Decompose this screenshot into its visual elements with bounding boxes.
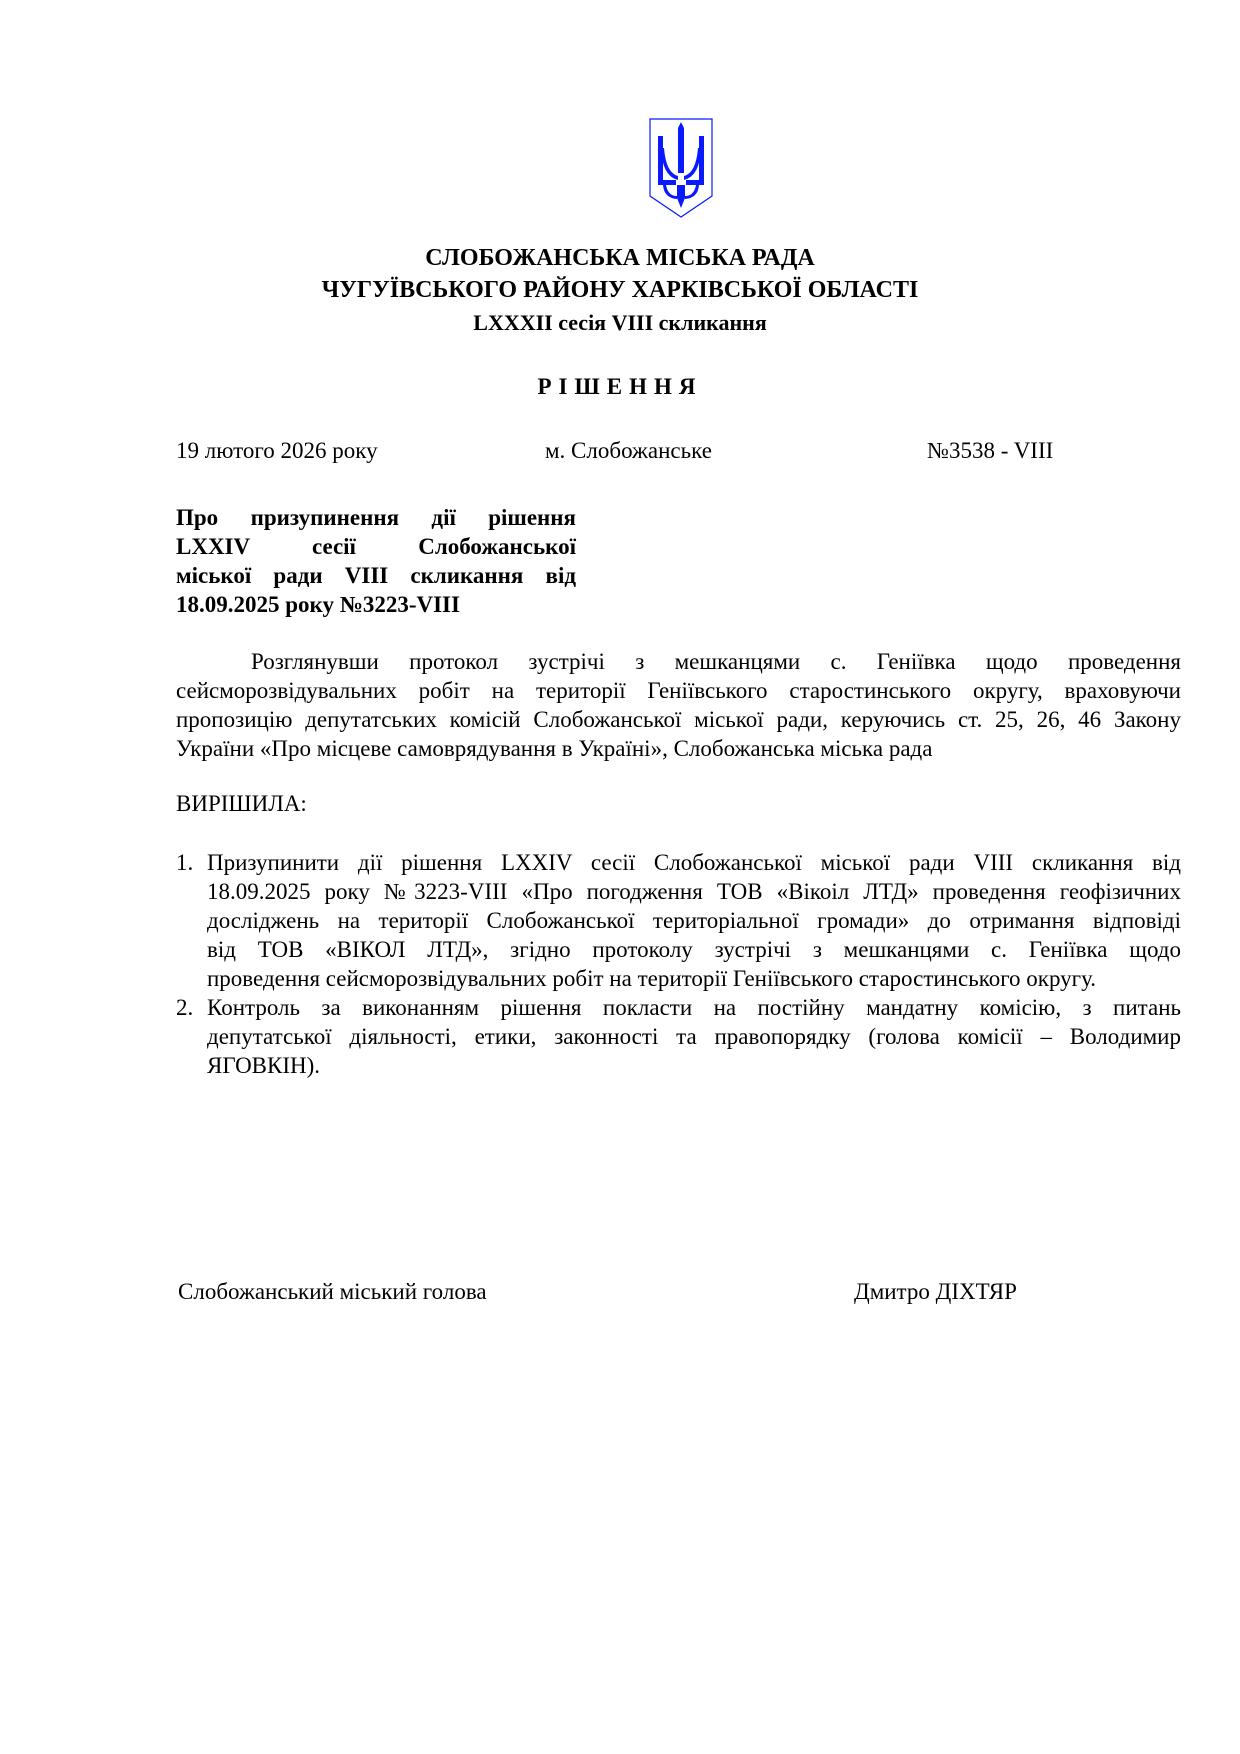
resolved-heading: ВИРІШИЛА:: [176, 791, 307, 816]
decision-place: м. Слобожанське: [545, 438, 712, 463]
district-name: ЧУГУЇВСЬКОГО РАЙОНУ ХАРКІВСЬКОЇ ОБЛАСТІ: [321, 277, 919, 303]
decision-number: №3538 - VIII: [927, 438, 1054, 463]
decision-subject: [176, 503, 576, 619]
document-title: РІШЕННЯ: [537, 374, 703, 399]
coat-of-arms-icon: [648, 118, 714, 218]
preamble-line: України «Про місцеве самоврядування в Україні», Слобожанська міська рада: [176, 736, 933, 761]
preamble-line: пропозицію депутатських комісій Слобожанської міської ради, керуючись ст. 25, 26, 46 Закону: [176, 707, 1181, 732]
preamble-line: Розглянувши протокол зустрічі з мешканцями с. Геніївка щодо проведення: [251, 649, 1181, 674]
decision-items: [176, 848, 1181, 1080]
preamble-paragraph: [176, 647, 1181, 763]
item-number: 2.: [176, 995, 194, 1020]
item-line: ЯГОВКІН).: [207, 1053, 321, 1078]
decision-date: 19 лютого 2026 року: [176, 438, 378, 463]
signatory-name: Дмитро ДІХТЯР: [854, 1279, 1017, 1304]
item-line: досліджень на території Слобожанської територіальної громади» до отримання відповіді: [207, 908, 1181, 933]
preamble-line: сейсморозвідувальних робіт на території Геніївського старостинського округу, враховуючи: [176, 678, 1181, 703]
session-text: LXXXII сесія VIII скликання: [473, 310, 767, 335]
signatory-position: Слобожанський міський голова: [178, 1279, 487, 1304]
item-number: 1.: [176, 850, 194, 875]
subject-line: міської ради VIII скликання від: [176, 563, 576, 588]
item-line: від ТОВ «ВІКОЛ ЛТД», згідно протоколу зустрічі з мешканцями с. Геніївка щодо: [207, 937, 1181, 962]
item-line: депутатської діяльності, етики, законності та правопорядку (голова комісії – Володимир: [207, 1024, 1181, 1049]
item-line: проведення сейсморозвідувальних робіт на території Геніївського старостинського округу.: [207, 966, 1097, 991]
decision-item-1: [176, 848, 1181, 993]
council-name: СЛОБОЖАНСЬКА МІСЬКА РАДА: [425, 245, 815, 271]
item-line: Контроль за виконанням рішення покласти на постійну мандатну комісію, з питань: [207, 995, 1181, 1020]
subject-line: LXXIV сесії Слобожанської: [176, 534, 576, 559]
decision-item-2: [176, 993, 1181, 1080]
subject-line: 18.09.2025 року №3223-VIII: [176, 592, 460, 617]
session-info: [0, 308, 1240, 338]
item-line: 18.09.2025 року №3223-VIII «Про погодження ТОВ «Вікоіл ЛТД» проведення геофізичних: [207, 879, 1181, 904]
subject-line: Про призупинення дії рішення: [176, 505, 576, 530]
item-line: Призупинити дії рішення LXXIV сесії Слобожанської міської ради VIII скликання від: [207, 850, 1181, 875]
